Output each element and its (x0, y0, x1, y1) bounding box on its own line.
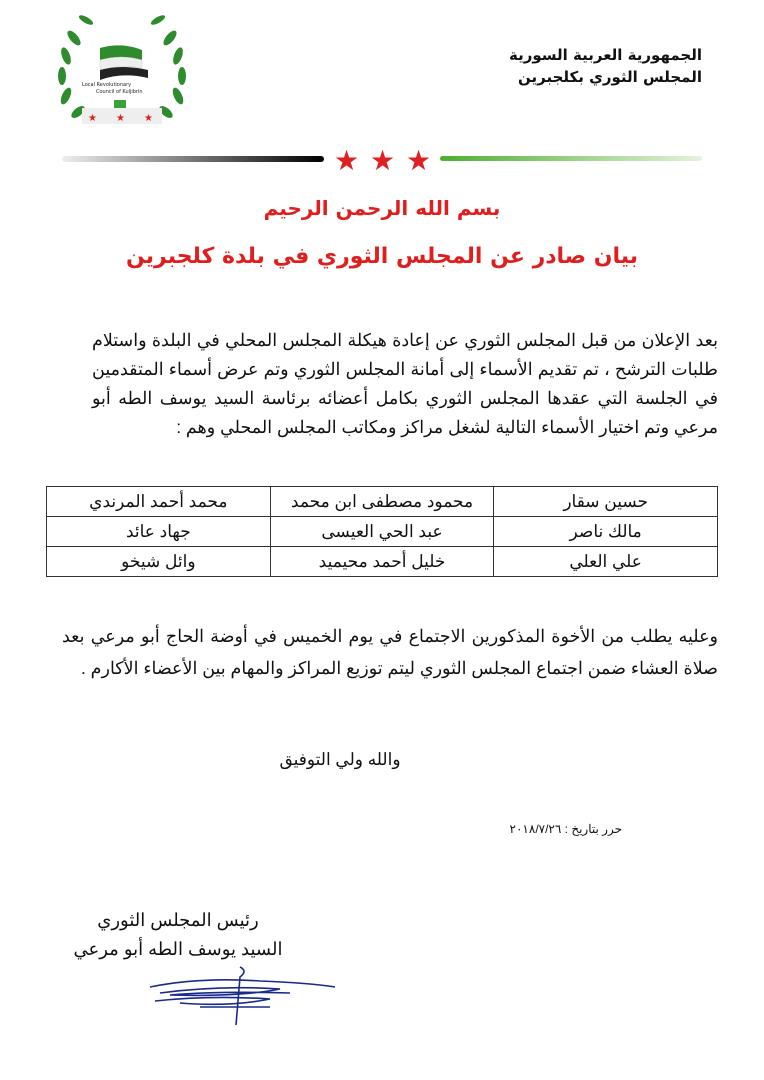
letterhead-text (509, 44, 702, 88)
table-row (47, 487, 718, 517)
signature-block (58, 906, 298, 964)
name-cell: محمد أحمد المرندي (47, 487, 271, 517)
svg-text:★: ★ (116, 113, 125, 124)
council-logo (52, 6, 192, 128)
svg-text:Council of Kuljibrin: Council of Kuljibrin (96, 89, 143, 95)
header-divider (62, 143, 702, 173)
svg-text:★: ★ (370, 144, 396, 173)
signatory-title: رئيس المجلس الثوري (97, 910, 259, 930)
body-paragraph-1: بعد الإعلان من قبل المجلس الثوري عن إعادة هيكلة المجلس المحلي في البلدة واستلام طلبات الترشح ، تم تقديم الأسماء إلى أمانة المجلس الثوري وتم عرض أسماء المتقدمين في الجلسة التي عقدها المجلس الثوري بكامل أعضائه برئاسة السيد يوسف الطه أبو مرعي وتم اختيار الأسماء التالية لشغل مراكز ومكاتب المجلس المحلي وهم : (92, 330, 718, 437)
name-cell: جهاد عائد (47, 517, 271, 547)
name-cell: حسين سقار (494, 487, 718, 517)
svg-text:Local Revolutionary: Local Revolutionary (82, 82, 132, 88)
country-name: الجمهورية العربية السورية (509, 46, 702, 64)
date-line: حرر بتاريخ : ٢٠١٨/٧/٢٦ (509, 822, 622, 836)
statement-title: بيان صادر عن المجلس الثوري في بلدة كلجبرين (125, 244, 639, 269)
name-cell: وائل شيخو (47, 547, 271, 577)
svg-text:★: ★ (144, 113, 153, 124)
name-cell: محمود مصطفى ابن محمد (270, 487, 494, 517)
name-cell: عبد الحي العيسى (270, 517, 494, 547)
name-cell: خليل أحمد محيميد (270, 547, 494, 577)
name-cell: علي العلي (494, 547, 718, 577)
basmala: بسم الله الرحمن الرحيم (263, 196, 501, 220)
svg-text:★: ★ (88, 113, 97, 124)
closing-phrase: والله ولي التوفيق (279, 750, 401, 769)
signatory-name: السيد يوسف الطه أبو مرعي (73, 939, 283, 959)
names-table (46, 486, 718, 577)
table-row (47, 517, 718, 547)
body-paragraph-2: وعليه يطلب من الأخوة المذكورين الاجتماع في يوم الخميس في أوضة الحاج أبو مرعي بعد صلاة العشاء ضمن اجتماع المجلس الثوري ليتم توزيع المراكز والمهام بين الأعضاء الأكارم . (62, 626, 718, 678)
name-cell: مالك ناصر (494, 517, 718, 547)
svg-text:★: ★ (406, 144, 432, 173)
svg-text:★: ★ (334, 144, 360, 173)
council-name: المجلس الثوري بكلجبرين (518, 68, 702, 86)
handwritten-signature (140, 965, 340, 1025)
table-row (47, 547, 718, 577)
